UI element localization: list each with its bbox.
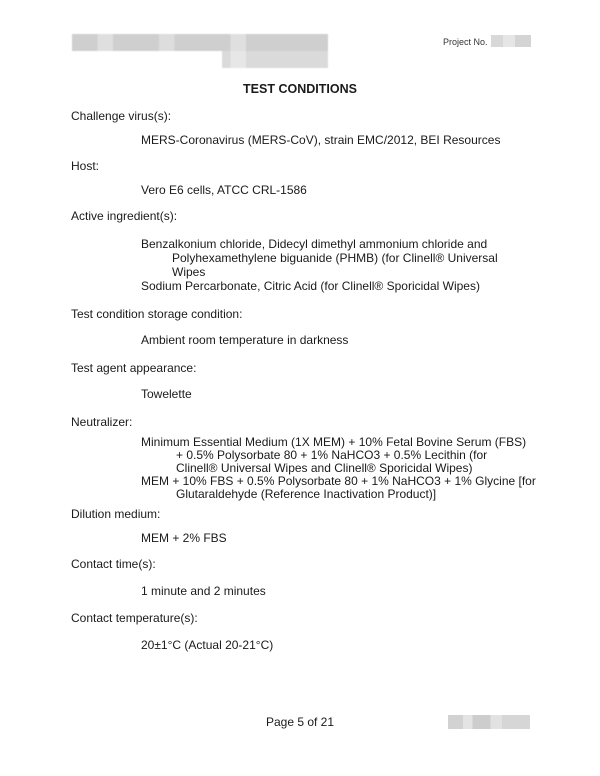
dilution-medium-value: MEM + 2% FBS <box>141 531 227 545</box>
page-title: TEST CONDITIONS <box>243 82 357 96</box>
active-ingredients-line: Wipes <box>172 265 206 279</box>
storage-condition-label: Test condition storage condition: <box>71 307 243 321</box>
neutralizer-label: Neutralizer: <box>71 415 133 429</box>
contact-temperature-label: Contact temperature(s): <box>71 611 198 625</box>
host-label: Host: <box>71 159 100 173</box>
neutralizer-line: Glutaraldehyde (Reference Inactivation Product)] <box>176 487 437 501</box>
redacted-header-block <box>72 34 328 68</box>
challenge-virus-value: MERS-Coronavirus (MERS-CoV), strain EMC/2012, BEI Resources <box>141 133 501 147</box>
contact-temperature-value: 20±1°C (Actual 20-21°C) <box>141 638 274 652</box>
active-ingredients-line: Sodium Percarbonate, Citric Acid (for Clinell® Sporicidal Wipes) <box>141 279 480 293</box>
dilution-medium-label: Dilution medium: <box>71 507 161 521</box>
appearance-label: Test agent appearance: <box>71 361 197 375</box>
challenge-virus-label: Challenge virus(s): <box>71 109 172 123</box>
neutralizer-line: Minimum Essential Medium (1X MEM) + 10% Fetal Bovine Serum (FBS) <box>141 435 527 449</box>
active-ingredients-label: Active ingredient(s): <box>71 209 178 223</box>
project-number-label: Project No. <box>443 37 488 47</box>
redacted-footer-block <box>448 715 530 729</box>
active-ingredients-line: Polyhexamethylene biguanide (PHMB) (for Clinell® Universal <box>172 251 498 265</box>
neutralizer-line: + 0.5% Polysorbate 80 + 1% NaHCO3 + 0.5% Lecithin (for <box>176 448 488 462</box>
appearance-value: Towelette <box>141 387 192 401</box>
active-ingredients-line: Benzalkonium chloride, Didecyl dimethyl ammonium chloride and <box>141 237 488 251</box>
neutralizer-line: MEM + 10% FBS + 0.5% Polysorbate 80 + 1% NaHCO3 + 1% Glycine [for <box>141 474 536 488</box>
contact-time-value: 1 minute and 2 minutes <box>141 584 266 598</box>
neutralizer-line: Clinell® Universal Wipes and Clinell® Sporicidal Wipes) <box>176 461 473 475</box>
storage-condition-value: Ambient room temperature in darkness <box>141 333 349 347</box>
host-value: Vero E6 cells, ATCC CRL-1586 <box>141 183 307 197</box>
page-number: Page 5 of 21 <box>265 715 335 729</box>
contact-time-label: Contact time(s): <box>71 557 156 571</box>
redacted-project-number <box>491 35 531 47</box>
